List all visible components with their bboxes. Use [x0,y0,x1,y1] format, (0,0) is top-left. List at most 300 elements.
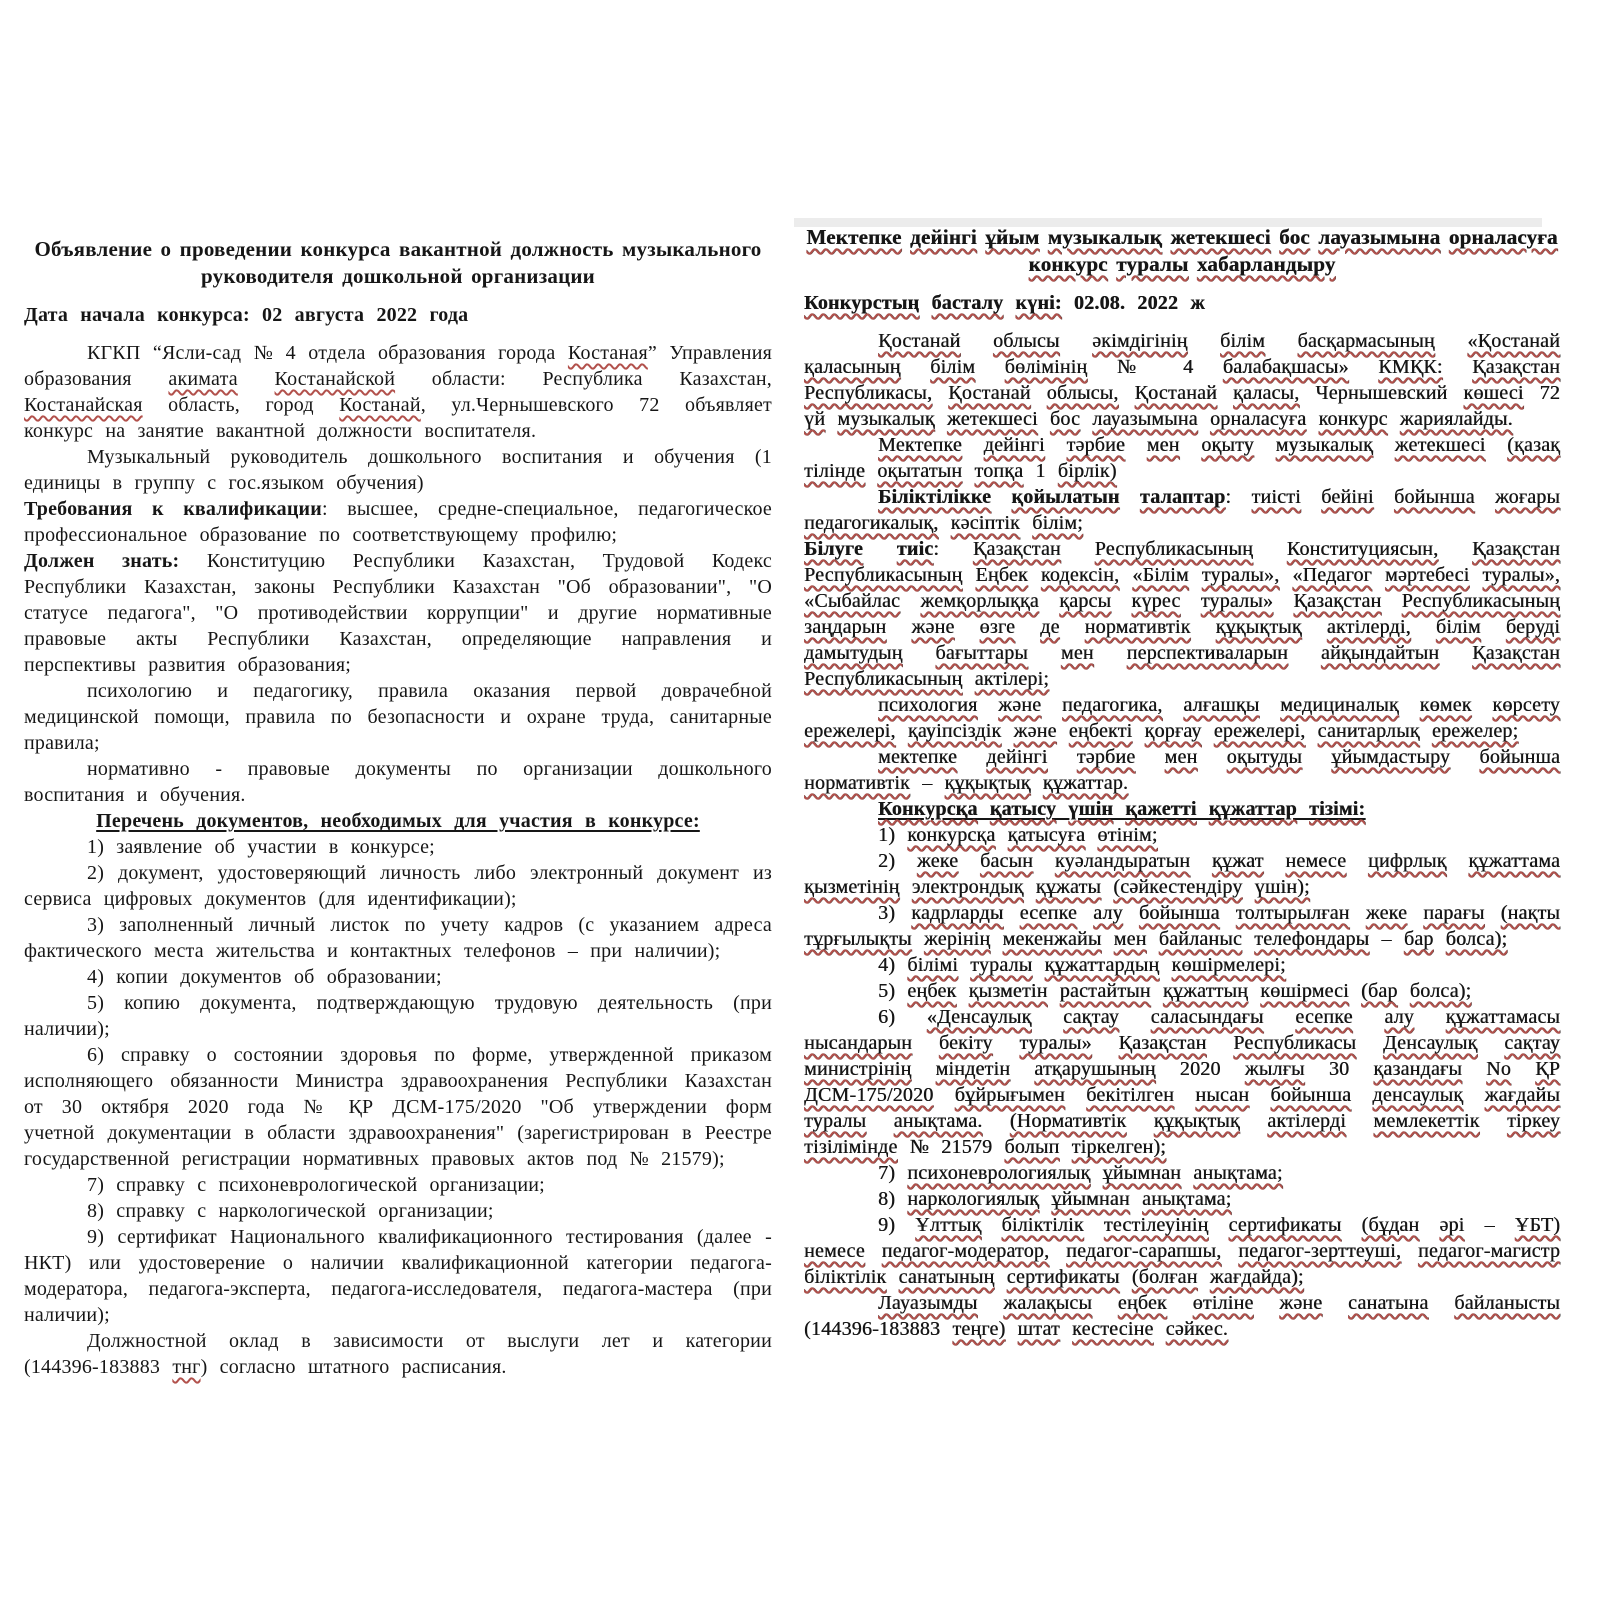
spellcheck-underlined-word: ұйымнан [1051,1188,1130,1210]
spellcheck-underlined-word: құжаттамасы [1445,1006,1561,1028]
spellcheck-underlined-word: Республикасының [804,564,963,586]
paragraph [804,744,1560,796]
spellcheck-underlined-word: алу [1384,1006,1414,1028]
spellcheck-underlined-word: бос [1049,408,1081,430]
column-title [804,224,1560,278]
spellcheck-underlined-word: сақтау [1504,1032,1560,1054]
spellcheck-marked-text [804,292,1074,314]
spellcheck-underlined-word: педагогикалық, [804,512,939,534]
spellcheck-underlined-word: Қазақстан [1118,1032,1207,1054]
paragraph [24,340,772,444]
spellcheck-underlined-word: атқарушының [1034,1058,1156,1080]
text-run: области: Республика Казахстан, [395,368,772,390]
spellcheck-underlined-word: Костаная [567,342,648,364]
spellcheck-underlined-word: Республикасының [1401,590,1561,612]
spellcheck-underlined-word: құжаттардың [1044,954,1160,976]
spellcheck-marked-text: 4) білімі туралы құжаттардың көшірмелері; [878,954,1286,976]
spellcheck-underlined-word: (бұдан [1361,1214,1420,1236]
text-run: Дата начала конкурса: 02 августа 2022 года [24,304,469,326]
spellcheck-underlined-word: әкімдігінің [1092,330,1188,352]
spellcheck-underlined-word: толтырылған [1235,902,1350,924]
spellcheck-underlined-word: санитарлық [1317,720,1420,742]
spellcheck-underlined-word: байланыс [1158,928,1242,950]
spellcheck-underlined-word: және [1279,1292,1323,1314]
spellcheck-underlined-word: және [998,694,1042,716]
spellcheck-marked-text: мектепке дейінгі тәрбие мен оқытуды ұйымдастыру бойынша нормативтік – құқықтық құжаттар. [804,746,1561,794]
spellcheck-underlined-word: Республикасының [1094,538,1253,560]
paragraph [24,1172,772,1198]
paragraph [24,756,772,808]
spellcheck-underlined-word: Республикасы [1233,1032,1357,1054]
spellcheck-underlined-word: бойынша [1270,1084,1352,1106]
text-run: ) согласно штатного расписания. [200,1356,507,1378]
paragraph [24,990,772,1042]
spellcheck-underlined-word: жетекшесі [1170,225,1271,249]
spellcheck-underlined-word: ұйым [985,225,1040,249]
spellcheck-underlined-word: мектепке [878,746,958,768]
spellcheck-underlined-word: Білуге [804,538,863,560]
spellcheck-underlined-word: қызметін [968,980,1048,1002]
spellcheck-underlined-word: әрі [1439,1214,1465,1236]
spellcheck-underlined-word: жеке [916,850,959,872]
spellcheck-underlined-word: анықтама; [1142,1188,1232,1210]
spellcheck-underlined-word: Конституциясын, [1286,538,1439,560]
spellcheck-underlined-word: білім [930,356,976,378]
spellcheck-underlined-word: басталу [931,292,1004,314]
spellcheck-underlined-word: бейіні [1321,486,1374,508]
spellcheck-underlined-word: мен [1146,434,1180,456]
spellcheck-marked-text: көшесі 72 үй музыкалық жетекшесі бос лауазымына орналасуға конкурс жариялайды. [804,382,1560,430]
spellcheck-underlined-word: мәртебесі [1384,564,1470,586]
spellcheck-underlined-word: Костанайская [24,394,143,416]
spellcheck-underlined-word: ережелері, [804,720,896,742]
spellcheck-underlined-word: және [1013,720,1057,742]
spellcheck-underlined-word: білімі [907,954,958,976]
spellcheck-underlined-word: анықтама. [893,1110,983,1132]
text-run: 7) справку с психоневрологической организации; [87,1174,545,1196]
spellcheck-underlined-word: «Сыбайлас [804,590,901,612]
spellcheck-underlined-word: туралы» [1019,1032,1092,1054]
spellcheck-underlined-word: Республикасының [804,668,963,690]
spellcheck-underlined-word: Костанайской [274,368,396,390]
spellcheck-underlined-word: тұрғылықты [804,928,912,950]
paragraph [804,536,1560,692]
spellcheck-underlined-word: (болған [1131,1266,1198,1288]
spellcheck-underlined-word: Қазақстан [1472,356,1561,378]
spellcheck-underlined-word: жариялайды. [1399,408,1513,430]
spellcheck-underlined-word: нысандарын [804,1032,913,1054]
spellcheck-underlined-word: өтінім; [1097,824,1158,846]
spellcheck-underlined-word: лауазымына [1318,225,1441,249]
spellcheck-underlined-word: жағдайда); [1209,1266,1304,1288]
text-run: психологию и педагогику, правила оказания первой доврачебной медицинской помощи, правила по безопасности и охране труда, санитарные правила; [24,680,772,754]
spellcheck-underlined-word: ұйымдастыру [1331,746,1451,768]
spellcheck-underlined-word: бойынша [1479,746,1561,768]
spellcheck-underlined-word: Республикасы, [804,382,933,404]
spellcheck-underlined-word: санатының [898,1266,995,1288]
spellcheck-underlined-word: Лауазымды [878,1292,978,1314]
section-heading [24,808,772,834]
paragraph [804,1186,1560,1212]
paragraph [804,290,1560,316]
paragraph [24,678,772,756]
spellcheck-underlined-word: топқа [974,460,1024,482]
spellcheck-underlined-word: теңге) [952,1318,1006,1340]
spellcheck-underlined-word: білім [1435,616,1481,638]
spellcheck-underlined-word: қауіпсіздік [907,720,1002,742]
paragraph [804,692,1560,744]
spellcheck-underlined-word: жағдайы [1484,1084,1560,1106]
paragraph [24,860,772,912]
spellcheck-underlined-word: туралы», [1482,564,1560,586]
spellcheck-underlined-word: облысы, [1046,382,1119,404]
text-run: ” Управления образования [24,342,772,390]
spellcheck-marked-text: 6) «Денсаулық сақтау саласындағы есепке алу құжаттамасы нысандарын бекіту туралы» Қазақстан Республикасы Денсаулық сақтау министрінің міндетін атқарушының 2020 жылғы 30 қазандағы No ҚР ДСМ-175/2020 бұйрығымен бекітілген нысан бойынша денсаулық жағдайы туралы анықтама. (Нормативтік құқықтық актілерді мемлекеттік тіркеу тізілімінде № 21579 болып тіркелген); [804,1006,1561,1158]
paragraph [804,1212,1560,1290]
spellcheck-underlined-word: құжаттың [1162,980,1248,1002]
spellcheck-underlined-word: акимата [168,368,238,390]
section-heading [804,796,1560,822]
spellcheck-underlined-word: оқытуды [1226,746,1303,768]
spellcheck-underlined-word: өзге [979,616,1016,638]
paragraph [804,328,1560,432]
spellcheck-marked-text [168,368,395,390]
spellcheck-underlined-word: ережелер; [1431,720,1519,742]
spellcheck-underlined-word: мемлекеттік [1373,1110,1480,1132]
spellcheck-underlined-word: оқытатын [877,460,963,482]
paragraph [804,1160,1560,1186]
spellcheck-underlined-word: үй [804,408,826,430]
spellcheck-underlined-word: есепке [1295,1006,1353,1028]
spellcheck-underlined-word: тестілеуінің [1103,1214,1209,1236]
spellcheck-underlined-word: Қазақстан [1472,642,1561,664]
paragraph [804,432,1560,484]
text-run: КГКП “Ясли-сад № 4 отдела образования города [87,342,568,364]
spellcheck-underlined-word: актілері; [974,668,1049,690]
column-russian-announcement [24,236,772,1380]
spellcheck-marked-text: 5) еңбек қызметін растайтын құжаттың көшірмесі (бар болса); [878,980,1472,1002]
spellcheck-underlined-word: Денсаулық [1382,1032,1478,1054]
spellcheck-underlined-word: No [1486,1058,1511,1080]
spellcheck-marked-text: : тиісті бейіні бойынша жоғары педагогикалық, кәсіптік білім; [804,486,1561,534]
spellcheck-underlined-word: күрес [1131,590,1181,612]
spellcheck-underlined-word: тиіс [896,538,934,560]
spellcheck-underlined-word: ДСМ-175/2020 [804,1084,934,1106]
spellcheck-underlined-word: еңбек [907,980,957,1002]
spellcheck-underlined-word: туралы [804,1110,867,1132]
spellcheck-underlined-word: орналасуға [1209,408,1307,430]
spellcheck-underlined-word: мекенжайы [1002,928,1102,950]
spellcheck-underlined-word: бағыттары [935,642,1028,664]
paragraph [804,978,1560,1004]
text-run: 3) заполненный личный листок по учету кадров (с указанием адреса фактического места жительства и контактных телефонов – при наличии); [24,914,772,962]
spellcheck-underlined-word: бірлік) [1057,460,1117,482]
spellcheck-underlined-word: ережелері, [1213,720,1306,742]
spellcheck-underlined-word: бекітілген [1086,1084,1175,1106]
paragraph [24,912,772,964]
spellcheck-underlined-word: (қазақ [1507,434,1561,456]
spellcheck-underlined-word: талаптар [1139,486,1226,508]
spellcheck-underlined-word: (сәйкестендіру [1113,876,1243,898]
spellcheck-underlined-word: ұйымнан [1102,1162,1182,1184]
spellcheck-underlined-word: тиісті [1251,486,1301,508]
spellcheck-underlined-word: бөлімінің [1004,356,1088,378]
spellcheck-underlined-word: көмек [1419,694,1472,716]
spellcheck-underlined-word: нормативтік [804,772,910,794]
spellcheck-underlined-word: психоневрологиялық [907,1162,1091,1184]
spellcheck-underlined-word: психология [878,694,978,716]
spellcheck-underlined-word: (Нормативтік [1009,1110,1127,1132]
spellcheck-underlined-word: жетекшесі [1394,434,1486,456]
paragraph [24,1198,772,1224]
spellcheck-underlined-word: тілінде [804,460,865,482]
spellcheck-marked-text [878,798,1365,820]
paragraph [24,1328,772,1380]
spellcheck-underlined-word: лауазымына [1092,408,1198,430]
spellcheck-underlined-word: де [1040,616,1060,638]
spellcheck-underlined-word: конкурс [1028,252,1108,276]
spellcheck-underlined-word: жалақысы [1003,1292,1093,1314]
paragraph [804,900,1560,952]
spellcheck-underlined-word: тәрбие [1066,434,1126,456]
spellcheck-underlined-word: Қазақстан [972,538,1061,560]
spellcheck-underlined-word: кадрларды [911,902,1004,924]
spellcheck-underlined-word: кестесіне [1072,1318,1154,1340]
spellcheck-underlined-word: бос [1279,225,1310,249]
spellcheck-underlined-word: парағы [1423,902,1485,924]
spellcheck-underlined-word: Қостанай [878,330,961,352]
spellcheck-underlined-word: санатына [1348,1292,1429,1314]
spellcheck-underlined-word: Мектепке [806,225,902,249]
text-run: 02.08. 2022 ж [1073,292,1205,314]
spellcheck-underlined-word: біліктілік [804,1266,887,1288]
spellcheck-underlined-word: Қазақстан [1293,590,1382,612]
spellcheck-underlined-word: беруді [1505,616,1561,638]
spellcheck-underlined-word: немесе [804,1240,865,1262]
spellcheck-underlined-word: бекіту [938,1032,993,1054]
spellcheck-underlined-word: немесе [1285,850,1347,872]
spellcheck-underlined-word: цифрлық [1367,850,1447,872]
spellcheck-underlined-word: куәландыратын [1054,850,1191,872]
spellcheck-underlined-word: кодексін, [1040,564,1120,586]
spellcheck-underlined-word: қатысу [989,798,1057,820]
spellcheck-underlined-word: Қостанай [1134,382,1217,404]
spellcheck-underlined-word: Қазақстан [1472,538,1560,560]
paragraph [804,1290,1560,1342]
spellcheck-underlined-word: байланысты [1454,1292,1560,1314]
text-run: область, город [142,394,340,416]
spellcheck-underlined-word: құжат [1211,850,1264,872]
spellcheck-underlined-word: мен [1164,746,1198,768]
spellcheck-underlined-word: міндетін [935,1058,1011,1080]
spellcheck-underlined-word: бұйрығымен [954,1084,1065,1106]
spellcheck-underlined-word: болып [1004,1136,1060,1158]
spellcheck-underlined-word: медициналық [1280,694,1399,716]
paragraph [804,484,1560,536]
spellcheck-underlined-word: қорғау [1144,720,1202,742]
spellcheck-underlined-word: көшірмесі [1260,980,1349,1002]
spellcheck-marked-text [172,1356,200,1378]
spellcheck-underlined-word: жылғы [1244,1058,1305,1080]
spellcheck-underlined-word: құжаттама [1468,850,1561,872]
spellcheck-underlined-word: наркологиялық [907,1188,1040,1210]
paragraph [804,952,1560,978]
spellcheck-marked-text: 7) психоневрологиялық ұйымнан анықтама; [878,1162,1283,1184]
text-run: Требования к квалификации [24,498,322,520]
spellcheck-underlined-word: оқыту [1201,434,1254,456]
spellcheck-underlined-word: растайтын [1059,980,1151,1002]
spellcheck-underlined-word: туралы [1116,252,1189,276]
paragraph [24,444,772,496]
spellcheck-underlined-word: Конкурстың [804,292,920,314]
text-run: 8) справку с наркологической организации; [87,1200,494,1222]
spellcheck-underlined-word: еңбек [1117,1292,1167,1314]
paragraph [804,822,1560,848]
spellcheck-underlined-word: алу [1093,902,1123,924]
spellcheck-marked-text: 2) жеке басын куәландыратын құжат немесе цифрлық құжаттама қызметінің электрондық құжаты (сәйкестендіру үшін); [804,850,1561,898]
paragraph [804,1004,1560,1160]
spellcheck-underlined-word: педагог-сарапшы, [1066,1240,1222,1262]
spellcheck-underlined-word: үшін [1068,798,1114,820]
spellcheck-underlined-word: тізілімінде [804,1136,898,1158]
text-run: Должностной оклад в зависимости от выслуги лет и категории (144396-183883 [24,1330,772,1378]
spellcheck-underlined-word: тнг [172,1356,201,1378]
spellcheck-underlined-word: штат [1017,1318,1060,1340]
spellcheck-underlined-word: үшін); [1254,876,1310,898]
spellcheck-underlined-word: Еңбек [975,564,1028,586]
spellcheck-marked-text [806,225,1557,276]
spellcheck-underlined-word: қызметінің [804,876,900,898]
spellcheck-underlined-word: көшірмелері; [1171,954,1286,976]
spellcheck-underlined-word: болса); [1445,928,1508,950]
spellcheck-underlined-word: дейінгі [986,746,1048,768]
spellcheck-underlined-word: сәйкес. [1165,1318,1228,1340]
spellcheck-underlined-word: «Білім [1132,564,1189,586]
spellcheck-underlined-word: қатысуға [1007,824,1086,846]
spellcheck-underlined-word: ҚР [1535,1058,1561,1080]
spellcheck-underlined-word: қарсы [1059,590,1112,612]
spellcheck-underlined-word: тіркелген); [1071,1136,1166,1158]
text-run: Конституцию Республики Казахстан, Трудовой Кодекс Республики Казахстан, законы Республики Казахстан "Об образовании", "О статусе педагога", "О противодействии коррупции" и другие нормативные правовые акты Республики Казахстан, определяющие направления и перспективы развития образования; [24,550,772,676]
spellcheck-underlined-word: жемқорлыққа [920,590,1039,612]
spellcheck-underlined-word: туралы», [1201,564,1280,586]
spellcheck-underlined-word: Біліктілікке [878,486,992,508]
spellcheck-underlined-word: Костанай [339,394,421,416]
spellcheck-underlined-word: жетекшесі [946,408,1038,430]
text-run: 5) копию документа, подтверждающую трудовую деятельность (при наличии); [24,992,772,1040]
spellcheck-underlined-word: болса); [1409,980,1472,1002]
spellcheck-underlined-word: басын [979,850,1034,872]
spellcheck-underlined-word: тәрбие [1076,746,1136,768]
spellcheck-underlined-word: заңдарын [804,616,887,638]
spellcheck-underlined-word: мен [1113,928,1147,950]
text-run: нормативно - правовые документы по организации дошкольного воспитания и обучения. [24,758,772,806]
spellcheck-underlined-word: қаласы, [1233,382,1300,404]
spellcheck-underlined-word: актілерді [1267,1110,1346,1132]
spellcheck-underlined-word: (нақты [1500,902,1561,924]
spellcheck-underlined-word: құжаттар [1208,798,1297,820]
paragraph [24,1224,772,1328]
spellcheck-underlined-word: «Денсаулық [926,1006,1032,1028]
spellcheck-underlined-word: мен [1060,642,1094,664]
spellcheck-underlined-word: алғашқы [1183,694,1260,716]
paragraph [24,496,772,548]
paragraph [24,1042,772,1172]
spellcheck-marked-text: 3) кадрларды есепке алу бойынша толтырылған жеке парағы (нақты тұрғылықты жерінің мекенжайы мен байланыс телефондары – бар болса); [804,902,1561,950]
text-run: 4) копии документов об образовании; [87,966,442,988]
spellcheck-underlined-word: туралы» [1200,590,1274,612]
spellcheck-underlined-word: дамытудың [804,642,903,664]
spellcheck-marked-text [878,486,1225,508]
text-run: Должен знать: [24,550,180,572]
spellcheck-underlined-word: және [911,616,955,638]
spellcheck-underlined-word: басқармасының [1297,330,1435,352]
spellcheck-underlined-word: айқындайтын [1320,642,1440,664]
spellcheck-underlined-word: қазандағы [1373,1058,1462,1080]
spellcheck-underlined-word: бойынша [1393,486,1475,508]
spellcheck-underlined-word: министрінің [804,1058,912,1080]
spellcheck-underlined-word: электрондық [911,876,1024,898]
spellcheck-underlined-word: Конкурсқа [878,798,978,820]
spellcheck-marked-text [568,342,648,364]
spellcheck-underlined-word: күні: [1015,292,1062,314]
paragraph [24,834,772,860]
spellcheck-underlined-word: өтіліне [1192,1292,1254,1314]
spellcheck-underlined-word: музыкалық [837,408,935,430]
text-run: 6) справку о состоянии здоровья по форме, утвержденной приказом исполняющего обязанности Министра здравоохранения Республики Казахстан от 30 октября 2020 года № ҚР ДСМ-175/2020 "Об утверждении форм учетной документации в области здравоохранения" (зарегистрирован в Реестре государственной регистрации нормативных правовых актов под № 21579); [24,1044,772,1170]
spellcheck-underlined-word: педагог-модератор, [881,1240,1050,1262]
spellcheck-marked-text: 8) наркологиялық ұйымнан анықтама; [878,1188,1232,1210]
spellcheck-marked-text [24,394,143,416]
spellcheck-underlined-word: конкурс [1318,408,1388,430]
spellcheck-underlined-word: қойылатын [1011,486,1120,508]
spellcheck-underlined-word: «Педагог [1292,564,1372,586]
spellcheck-underlined-word: құжаты [1035,876,1102,898]
paragraph [24,964,772,990]
paragraph [804,848,1560,900]
spellcheck-underlined-word: көшесі [1463,382,1524,404]
spellcheck-underlined-word: сақтау [1063,1006,1119,1028]
spellcheck-underlined-word: кәсіптік [950,512,1020,534]
spellcheck-underlined-word: музыкалық [1275,434,1373,456]
spellcheck-underlined-word: саласындағы [1150,1006,1264,1028]
spellcheck-underlined-word: білім [1220,330,1265,352]
text-run: : высшее, средне-специальное, педагогическое профессиональное образование по соответствующему профилю; [24,498,773,546]
spellcheck-underlined-word: хабарландыру [1196,252,1336,276]
spellcheck-marked-text: Қостанай облысы әкімдігінің білім басқармасының «Қостанай қаласының білім бөлімінің № 4 балабақшасы» КМҚК: Қазақстан Республикасы, Қостанай облысы, Қостанай қаласы, [804,330,1561,404]
spellcheck-underlined-word: педагог-зерттеуші, [1238,1240,1402,1262]
spellcheck-underlined-word: сертификаты [1228,1214,1342,1236]
spellcheck-underlined-word: облысы [992,330,1060,352]
column-title [24,236,772,290]
spellcheck-underlined-word: құқықтық [1153,1110,1240,1132]
spellcheck-underlined-word: туралы [970,954,1033,976]
spellcheck-underlined-word: нысан [1195,1084,1250,1106]
paragraph [24,302,772,328]
spellcheck-underlined-word: (бар [1361,980,1398,1002]
spellcheck-underlined-word: Ұлттық [915,1214,982,1236]
spellcheck-marked-text [804,538,933,560]
spellcheck-marked-text [804,694,1560,742]
spellcheck-underlined-word: еңбекті [1068,720,1133,742]
spellcheck-underlined-word: телефондары [1254,928,1370,950]
spellcheck-marked-text: : Қазақстан Республикасының Конституциясын, Қазақстан Республикасының Еңбек кодексін, «Білім туралы», «Педагог мәртебесі туралы», «Сыбайлас жемқорлыққа қарсы күрес туралы» Қазақстан Республикасының заңдарын және өзге де нормативтік құқықтық актілерді, білім беруді дамытудың бағыттары мен перспективаларын айқындайтын Қазақстан Республикасының актілері; [804,538,1561,690]
spellcheck-underlined-word: тіркеу [1506,1110,1561,1132]
spellcheck-underlined-word: бар [1403,928,1434,950]
spellcheck-underlined-word: педагогика, [1062,694,1163,716]
spellcheck-underlined-word: жоғары [1494,486,1561,508]
paragraph [24,548,772,678]
